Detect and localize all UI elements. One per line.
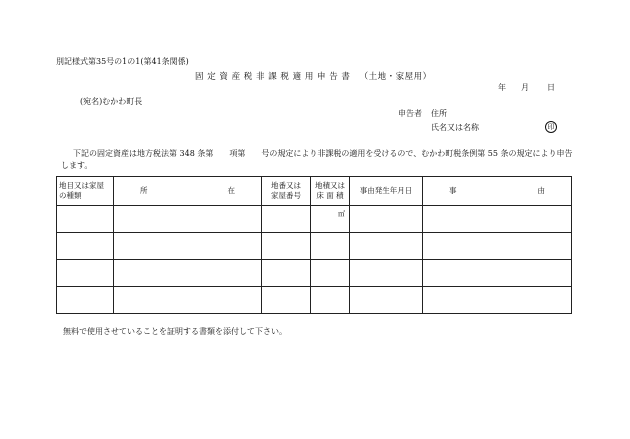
cell-occurrence-date[interactable] [350,233,423,260]
property-table [56,176,572,314]
cell-location[interactable] [114,206,262,233]
header-area: 地積又は 床 面 積 [311,177,350,206]
addressee: (宛名)むかわ町長 [80,97,143,106]
cell-lot-number[interactable] [262,233,311,260]
cell-lot-number[interactable] [262,260,311,287]
cell-location[interactable] [114,260,262,287]
table-row [57,206,572,233]
cell-lot-number[interactable] [262,206,311,233]
header-reason: 事 由 [423,177,572,206]
cell-location[interactable] [114,287,262,314]
cell-reason[interactable] [423,206,572,233]
form-reference: 別記様式第35号の1の1(第41条関係) [56,57,189,66]
table-row [57,287,572,314]
table-header-row [57,177,572,206]
cell-reason[interactable] [423,260,572,287]
date-day-label: 日 [547,83,555,92]
seal-mark: 印 [545,121,557,133]
date-year-label: 年 [498,83,506,92]
footer-note: 無料で使用させていることを証明する書類を添付して下さい。 [63,327,287,336]
body-text-line1: 下記の固定資産は地方税法第 348 条第 項第 号の規定により非課税の適用を受けるので、むかわ町税条例第 55 条の規定により申告 [73,149,573,158]
table-row [57,260,572,287]
cell-land-category[interactable] [57,233,114,260]
cell-location[interactable] [114,233,262,260]
cell-land-category[interactable] [57,206,114,233]
address-label: 住所 [431,109,447,118]
cell-area[interactable] [311,260,350,287]
header-lot-number: 地番又は 家屋番号 [262,177,311,206]
header-land-category: 地目又は家屋 の種類 [57,177,114,206]
body-text-line2: します。 [61,161,93,170]
cell-area[interactable] [311,233,350,260]
cell-occurrence-date[interactable] [350,206,423,233]
header-location: 所 在 [114,177,262,206]
applicant-label: 申告者 [398,109,422,118]
cell-lot-number[interactable] [262,287,311,314]
cell-occurrence-date[interactable] [350,260,423,287]
cell-area[interactable] [311,287,350,314]
table-row [57,233,572,260]
cell-area[interactable] [311,206,350,233]
cell-land-category[interactable] [57,260,114,287]
area-unit: ㎡ [338,210,345,218]
header-occurrence-date: 事由発生年月日 [350,177,423,206]
cell-land-category[interactable] [57,287,114,314]
cell-reason[interactable] [423,287,572,314]
title-main: 固 定 資 産 税 非 課 税 適 用 申 告 書 [195,72,351,82]
name-label: 氏名又は名称 [431,123,479,132]
title-suffix: （土地・家屋用） [359,72,432,82]
date-month-label: 月 [521,83,529,92]
document-title [195,73,432,82]
cell-reason[interactable] [423,233,572,260]
cell-occurrence-date[interactable] [350,287,423,314]
